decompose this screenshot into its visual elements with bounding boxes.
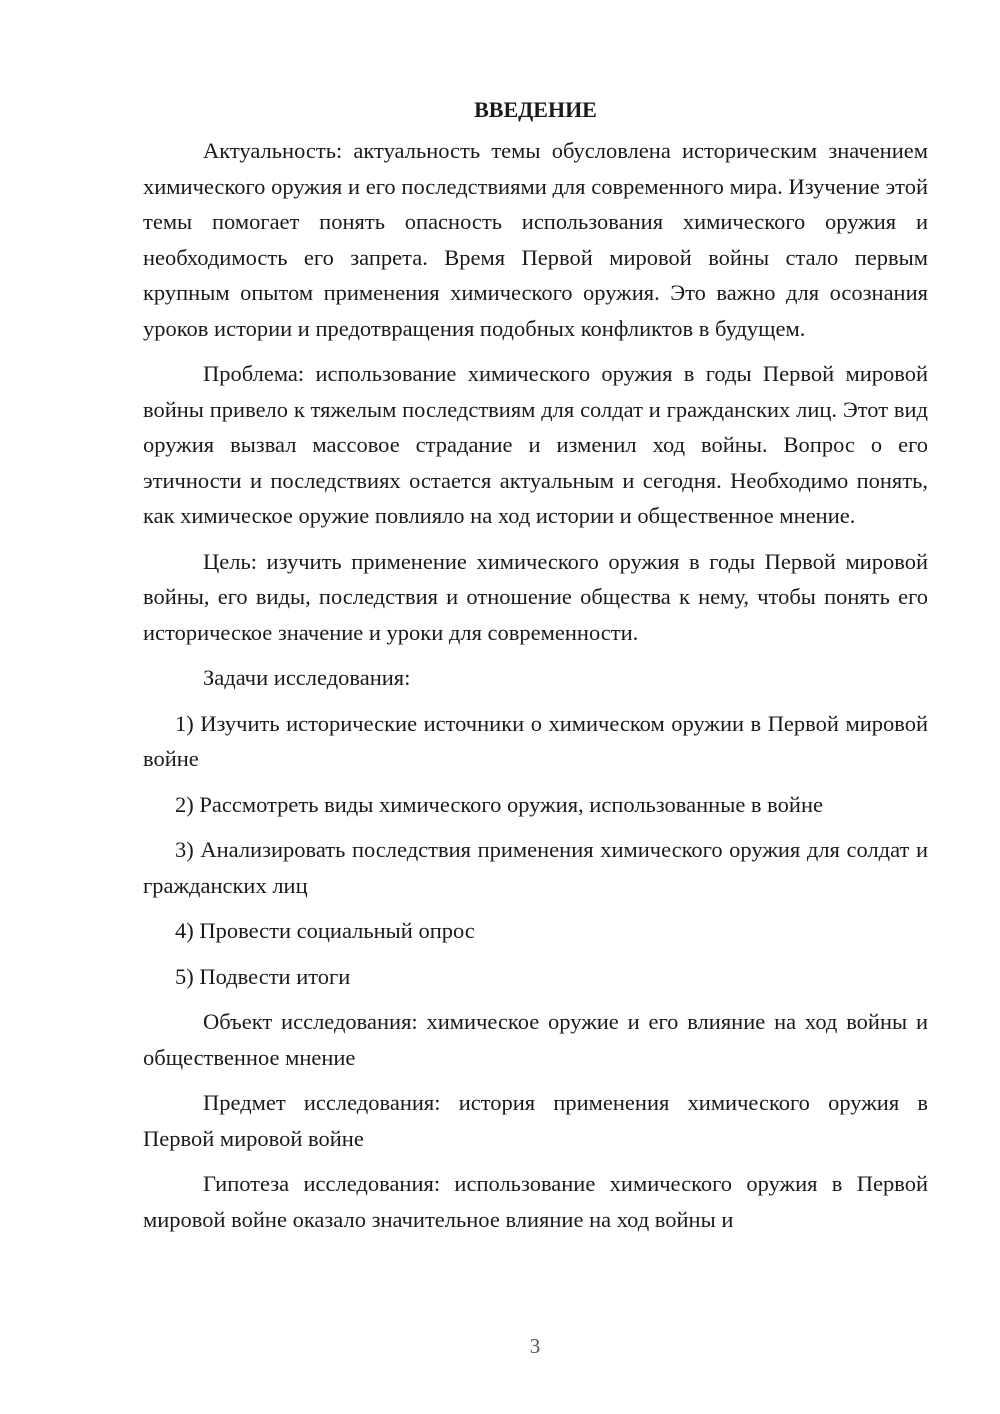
page-content <box>143 92 928 1237</box>
page-number: 3 <box>529 1334 541 1358</box>
task-item-2: 2) Рассмотреть виды химического оружия, использованные в войне <box>175 791 823 817</box>
paragraph-subject: Предмет исследования: история применения химического оружия в Первой мировой войне <box>143 1090 928 1151</box>
paragraph-hypothesis: Гипотеза исследования: использование химического оружия в Первой мировой войне оказало значительное влияние на ход войны и <box>143 1171 928 1232</box>
task-item-1: 1) Изучить исторические источники о химическом оружии в Первой мировой войне <box>143 710 928 771</box>
paragraph-tasks-intro: Задачи исследования: <box>203 665 411 690</box>
paragraph-goal: Цель: изучить применение химического оружия в годы Первой мировой войны, его виды, последствия и отношение общества к нему, чтобы понять его историческое значение и уроки для современности. <box>143 548 928 645</box>
paragraph-object: Объект исследования: химическое оружие и его влияние на ход войны и общественное мнение <box>143 1009 928 1070</box>
task-item-5: 5) Подвести итоги <box>175 963 351 989</box>
section-heading: ВВЕДЕНИЕ <box>474 97 597 122</box>
task-item-4: 4) Провести социальный опрос <box>175 918 475 943</box>
paragraph-relevance: Актуальность: актуальность темы обусловлена историческим значением химического оружия и его последствиями для современного мира. Изучение этой темы помогает понять опасность использования химического оружия и необходимость его запрета. Время Первой мировой войны стало первым крупным опытом применения химического оружия. Это важно для осознания уроков истории и предотвращения подобных конфликтов в будущем. <box>143 138 928 341</box>
task-item-3: 3) Анализировать последствия применения химического оружия для солдат и гражданских лиц <box>143 837 928 898</box>
paragraph-problem: Проблема: использование химического оружия в годы Первой мировой войны привело к тяжелым последствиям для солдат и гражданских лиц. Этот вид оружия вызвал массовое страдание и изменил ход войны. Вопрос о его этичности и последствиях остается актуальным и сегодня. Необходимо понять, как химическое оружие повлияло на ход истории и общественное мнение. <box>143 361 928 528</box>
